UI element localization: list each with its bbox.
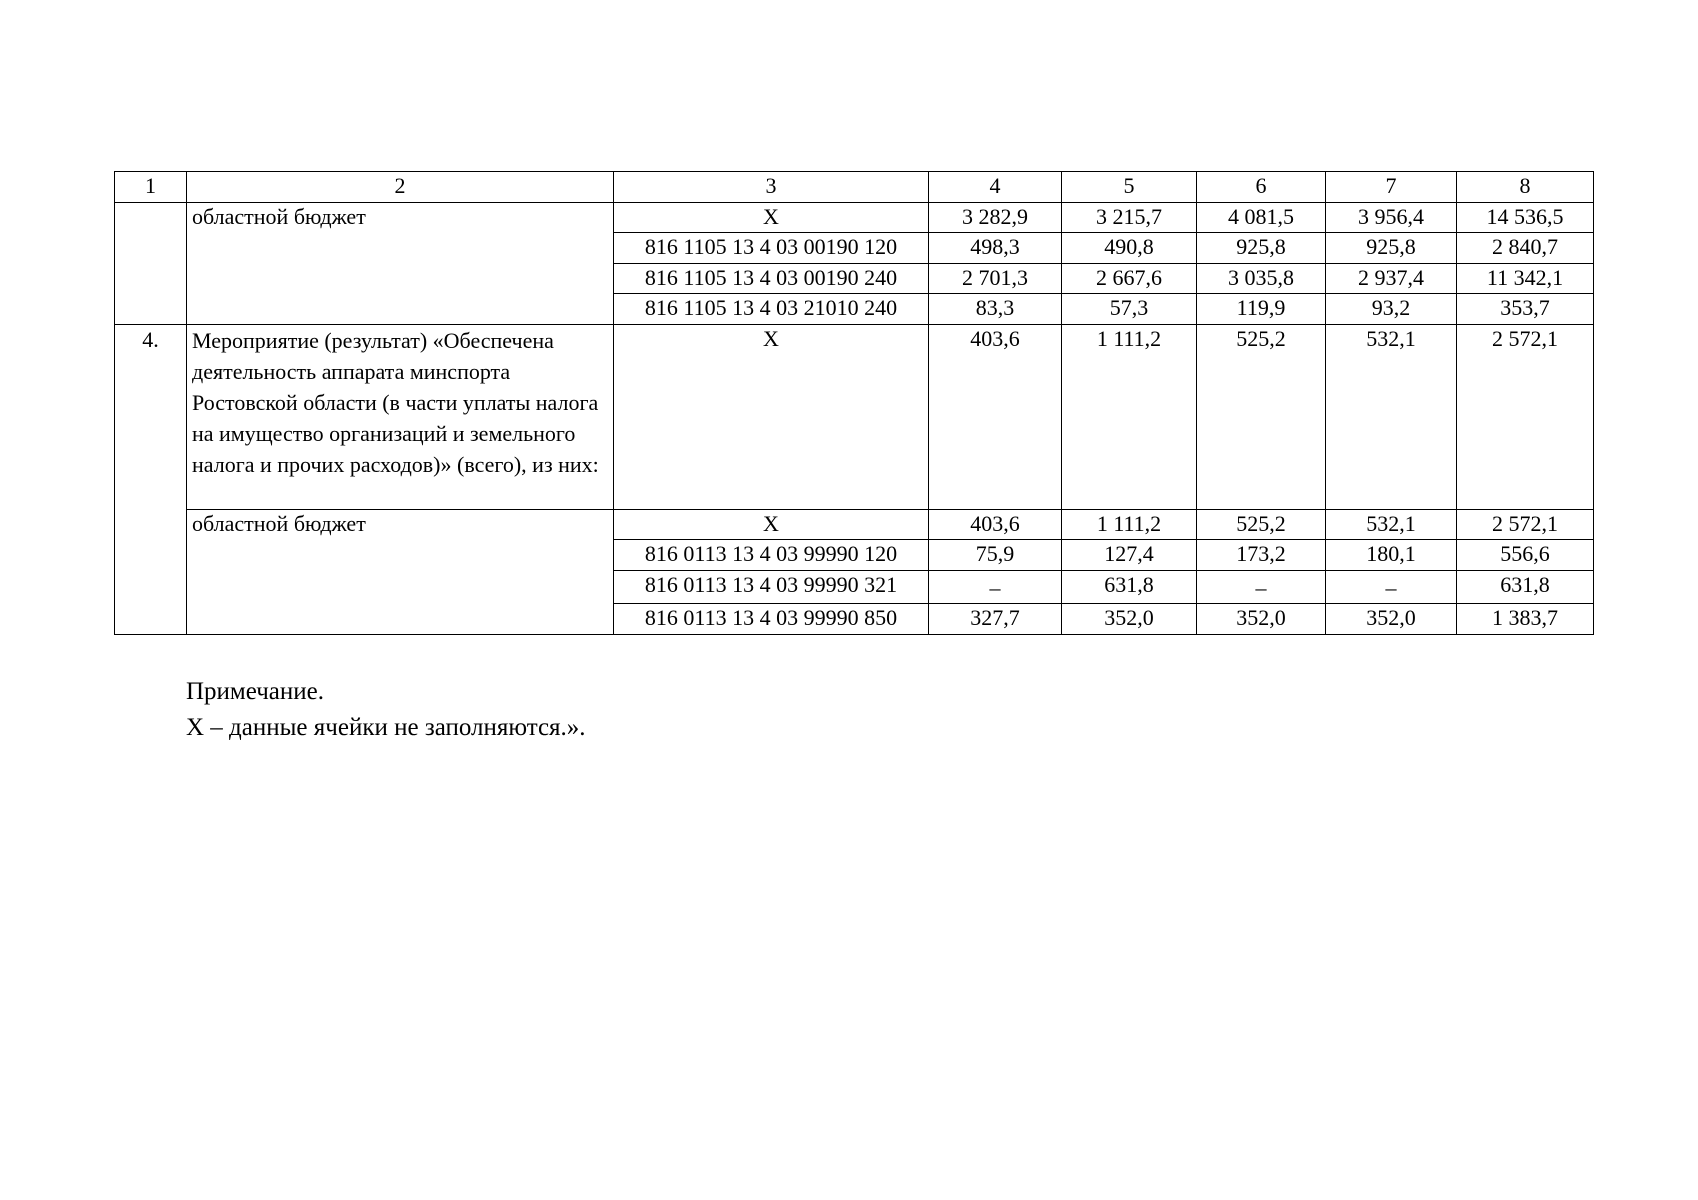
row-label-cell: областной бюджет <box>187 202 614 324</box>
table-row <box>115 202 1594 233</box>
value-cell: 327,7 <box>929 604 1062 635</box>
value-cell: 1 111,2 <box>1062 509 1197 540</box>
budget-code-cell: X <box>614 509 929 540</box>
header-cell: 8 <box>1457 172 1594 203</box>
value-cell: 532,1 <box>1326 324 1457 509</box>
value-cell: 1 111,2 <box>1062 324 1197 509</box>
row-label-cell: областной бюджет <box>187 509 614 635</box>
value-cell: 119,9 <box>1197 294 1326 325</box>
header-cell: 4 <box>929 172 1062 203</box>
value-cell: 525,2 <box>1197 509 1326 540</box>
budget-code-cell: X <box>614 202 929 233</box>
budget-code-cell: 816 1105 13 4 03 00190 240 <box>614 263 929 294</box>
value-cell: 532,1 <box>1326 509 1457 540</box>
value-cell: 57,3 <box>1062 294 1197 325</box>
header-cell: 6 <box>1197 172 1326 203</box>
value-cell: 180,1 <box>1326 540 1457 571</box>
row-label-cell: Мероприятие (результат) «Обеспечена деятельность аппарата минспорта Ростовской области (в части уплаты налога на имущество организаций и земельного налога и прочих расходов)» (всего), из них: <box>187 324 614 509</box>
row-number-cell: 4. <box>115 324 187 635</box>
table-row <box>115 324 1594 509</box>
header-cell: 3 <box>614 172 929 203</box>
header-cell: 5 <box>1062 172 1197 203</box>
budget-code-cell: 816 1105 13 4 03 00190 120 <box>614 233 929 264</box>
budget-code-cell: 816 0113 13 4 03 99990 120 <box>614 540 929 571</box>
value-cell: 2 572,1 <box>1457 324 1594 509</box>
value-cell: 3 956,4 <box>1326 202 1457 233</box>
budget-code-cell: 816 0113 13 4 03 99990 321 <box>614 570 929 604</box>
value-cell: 2 667,6 <box>1062 263 1197 294</box>
value-cell: – <box>1326 570 1457 604</box>
value-cell: 353,7 <box>1457 294 1594 325</box>
value-cell: 4 081,5 <box>1197 202 1326 233</box>
value-cell: – <box>1197 570 1326 604</box>
value-cell: 3 215,7 <box>1062 202 1197 233</box>
value-cell: 498,3 <box>929 233 1062 264</box>
value-cell: 352,0 <box>1062 604 1197 635</box>
value-cell: 127,4 <box>1062 540 1197 571</box>
value-cell: 93,2 <box>1326 294 1457 325</box>
value-cell: 352,0 <box>1197 604 1326 635</box>
value-cell: 631,8 <box>1457 570 1594 604</box>
value-cell: 11 342,1 <box>1457 263 1594 294</box>
value-cell: 525,2 <box>1197 324 1326 509</box>
value-cell: 2 840,7 <box>1457 233 1594 264</box>
footnote <box>186 674 586 746</box>
value-cell: – <box>929 570 1062 604</box>
header-row <box>115 172 1594 203</box>
value-cell: 490,8 <box>1062 233 1197 264</box>
value-cell: 2 701,3 <box>929 263 1062 294</box>
header-cell: 1 <box>115 172 187 203</box>
value-cell: 925,8 <box>1326 233 1457 264</box>
value-cell: 2 572,1 <box>1457 509 1594 540</box>
header-cell: 7 <box>1326 172 1457 203</box>
budget-table <box>114 171 1594 635</box>
value-cell: 352,0 <box>1326 604 1457 635</box>
budget-code-cell: X <box>614 324 929 509</box>
header-cell: 2 <box>187 172 614 203</box>
value-cell: 14 536,5 <box>1457 202 1594 233</box>
value-cell: 3 282,9 <box>929 202 1062 233</box>
value-cell: 1 383,7 <box>1457 604 1594 635</box>
value-cell: 2 937,4 <box>1326 263 1457 294</box>
row-number-cell <box>115 202 187 324</box>
value-cell: 83,3 <box>929 294 1062 325</box>
value-cell: 631,8 <box>1062 570 1197 604</box>
budget-code-cell: 816 0113 13 4 03 99990 850 <box>614 604 929 635</box>
value-cell: 173,2 <box>1197 540 1326 571</box>
note-text: Х – данные ячейки не заполняются.». <box>186 714 586 741</box>
value-cell: 925,8 <box>1197 233 1326 264</box>
value-cell: 75,9 <box>929 540 1062 571</box>
table-row <box>115 509 1594 540</box>
value-cell: 3 035,8 <box>1197 263 1326 294</box>
value-cell: 403,6 <box>929 509 1062 540</box>
value-cell: 556,6 <box>1457 540 1594 571</box>
budget-code-cell: 816 1105 13 4 03 21010 240 <box>614 294 929 325</box>
note-title: Примечание. <box>186 678 325 705</box>
value-cell: 403,6 <box>929 324 1062 509</box>
